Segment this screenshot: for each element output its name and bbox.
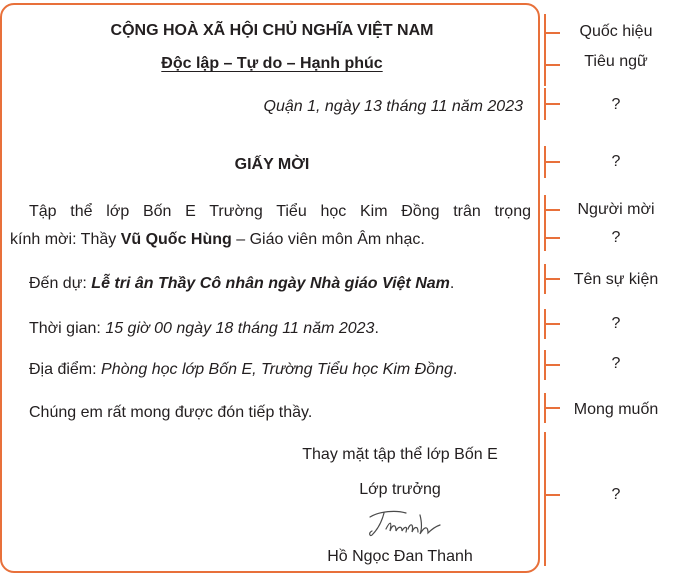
handwritten-signature	[362, 507, 452, 541]
place-suffix: .	[452, 361, 458, 378]
invitee-role: Giáo viên môn Âm nhạc.	[249, 231, 425, 248]
invitation-card	[0, 3, 540, 573]
place-prefix: Địa điểm:	[29, 361, 102, 378]
signer-name: Hồ Ngọc Đan Thanh	[327, 548, 473, 565]
invitee-dash: –	[231, 231, 250, 248]
sign-role: Lớp trưởng	[359, 481, 441, 498]
label-inviter: Người mời	[577, 201, 655, 218]
event-line	[29, 274, 454, 294]
intro-line-1: Tập thể lớp Bốn E Trường Tiểu học Kim Đồng trân trọng	[29, 203, 531, 220]
event-name: Lễ tri ân Thầy Cô nhân ngày Nhà giáo Việt Nam	[91, 275, 450, 292]
bracket-wish	[544, 393, 546, 423]
signature-icon	[362, 507, 452, 541]
label-national-title: Quốc hiệu	[579, 23, 653, 40]
bracket-signature	[544, 432, 546, 566]
bracket-place-date	[544, 88, 546, 120]
bracket-doc-title	[544, 146, 546, 178]
bracket-header	[544, 14, 546, 86]
sign-on-behalf: Thay mặt tập thể lớp Bốn E	[302, 446, 498, 463]
intro-line-2	[10, 230, 425, 250]
bracket-event	[544, 264, 546, 294]
label-time: ?	[611, 315, 621, 332]
invitee-name: Vũ Quốc Hùng	[120, 231, 232, 248]
event-suffix: .	[449, 275, 455, 292]
time-suffix: .	[374, 320, 379, 337]
motto-text: Độc lập – Tự do – Hạnh phúc	[161, 55, 383, 72]
bracket-inviter-invitee	[544, 195, 546, 251]
time-line	[29, 319, 379, 339]
national-title: CỘNG HOÀ XÃ HỘI CHỦ NGHĨA VIỆT NAM	[110, 22, 434, 39]
label-wish: Mong muốn	[573, 401, 659, 418]
label-invitee: ?	[611, 229, 621, 246]
closing-line: Chúng em rất mong được đón tiếp thầy.	[29, 404, 313, 421]
place-value: Phòng học lớp Bốn E, Trường Tiểu học Kim Đồng	[101, 361, 453, 378]
label-place: ?	[611, 355, 621, 372]
bracket-place	[544, 350, 546, 380]
label-motto: Tiêu ngữ	[584, 53, 648, 70]
motto	[2, 54, 542, 74]
event-prefix: Đến dự:	[29, 275, 92, 292]
label-doc-title: ?	[611, 153, 621, 170]
place-line	[29, 360, 457, 380]
intro-prefix: kính mời: Thầy	[10, 231, 121, 248]
document-title: GIẤY MỜI	[234, 156, 310, 173]
label-event: Tên sự kiện	[573, 271, 659, 288]
bracket-time	[544, 309, 546, 339]
time-value: 15 giờ 00 ngày 18 tháng 11 năm 2023	[105, 320, 375, 337]
time-prefix: Thời gian:	[29, 320, 106, 337]
label-place-date: ?	[611, 96, 621, 113]
place-date: Quận 1, ngày 13 tháng 11 năm 2023	[263, 98, 523, 115]
label-signature: ?	[611, 486, 621, 503]
